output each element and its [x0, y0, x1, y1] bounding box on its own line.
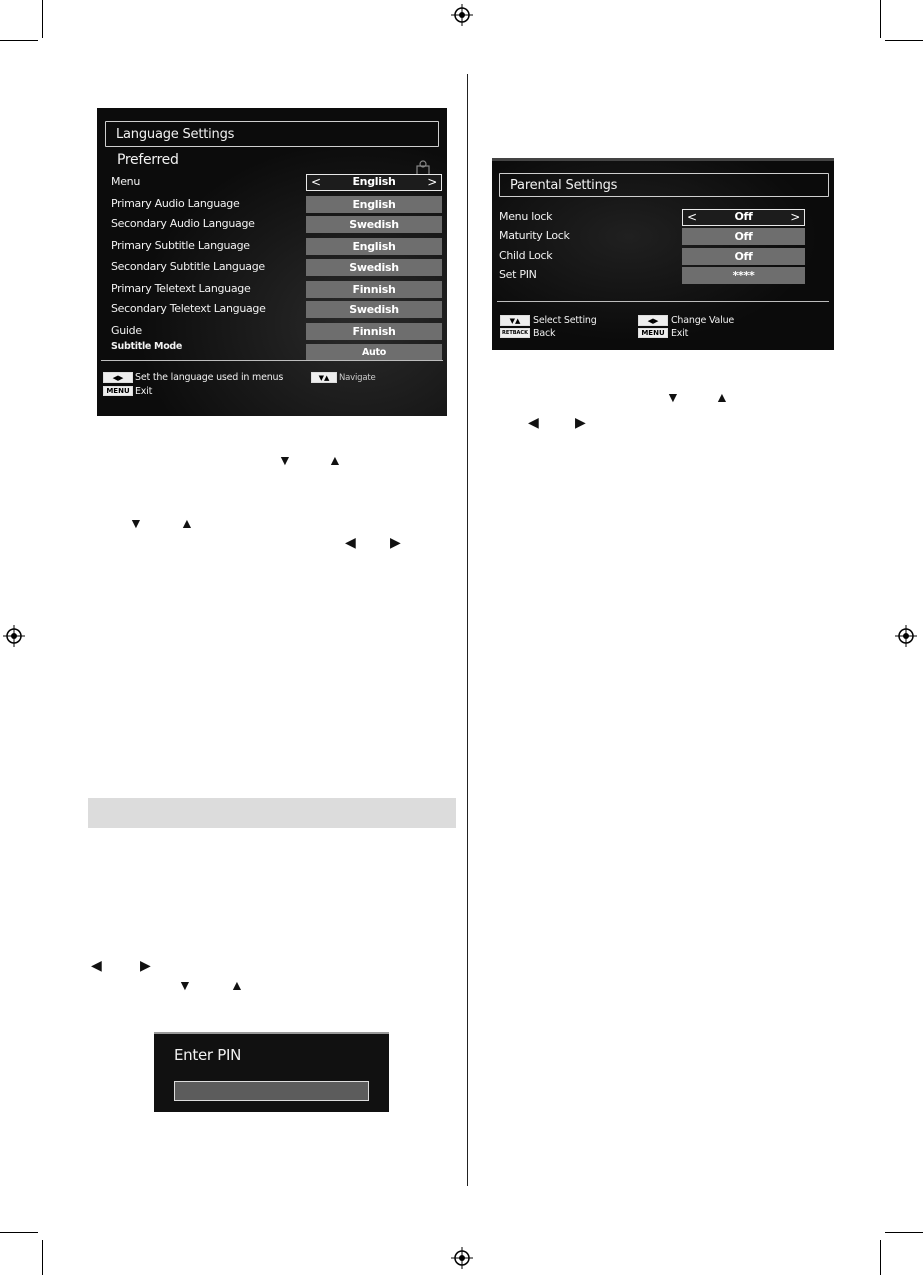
language-row-label: Primary Audio Language	[111, 196, 240, 210]
pin-input[interactable]	[174, 1081, 369, 1101]
divider	[497, 301, 829, 302]
up-arrow-icon: ▲	[328, 452, 342, 468]
language-row-value[interactable]	[306, 259, 442, 276]
parental-row-label: Child Lock	[499, 248, 553, 262]
hint-change: Set the language used in menus	[135, 372, 284, 383]
enter-pin-dialog	[154, 1032, 389, 1112]
right-arrow-icon: ▶	[390, 534, 401, 550]
hint-back: Back	[533, 328, 556, 339]
parental-row-value-text: Off	[734, 230, 753, 244]
language-row-value-text: Swedish	[349, 303, 399, 317]
language-row-label: Secondary Subtitle Language	[111, 259, 265, 273]
right-arrow-icon: ▶	[575, 414, 586, 430]
parental-row-label: Maturity Lock	[499, 229, 570, 243]
hint-exit: Exit	[671, 328, 689, 339]
crop-mark	[42, 1240, 43, 1275]
language-row-value[interactable]	[306, 301, 442, 318]
language-row-value[interactable]	[306, 196, 442, 213]
parental-row-label: Menu lock	[499, 210, 553, 223]
chevron-right-icon[interactable]: >	[790, 210, 800, 224]
language-row-value-text: English	[352, 175, 396, 188]
divider	[101, 360, 443, 361]
parental-row-value[interactable]	[682, 267, 805, 284]
language-row-value[interactable]	[306, 281, 442, 298]
left-arrow-icon: ◀	[528, 414, 539, 430]
parental-settings-screen	[492, 158, 834, 350]
up-arrow-icon: ▲	[180, 515, 194, 531]
up-down-key-icon: ▼▲	[500, 315, 530, 326]
crop-mark	[880, 1240, 881, 1275]
chevron-left-icon[interactable]: <	[687, 210, 697, 224]
parental-row-value-text: Off	[734, 210, 753, 223]
language-row-value-text: Auto	[362, 346, 386, 358]
up-arrow-icon: ▲	[715, 389, 729, 405]
pin-dialog-title: Enter PIN	[174, 1046, 242, 1064]
chevron-right-icon[interactable]: >	[427, 175, 437, 189]
up-arrow-icon: ▲	[230, 977, 244, 993]
right-arrow-icon: ▶	[140, 957, 151, 973]
language-row-label: Secondary Audio Language	[111, 217, 255, 231]
section-heading: Preferred	[117, 152, 179, 168]
language-row-label: Subtitle Mode	[111, 340, 183, 352]
language-row-value[interactable]	[306, 238, 442, 255]
down-arrow-icon: ▼	[129, 515, 143, 531]
registration-mark-icon	[451, 1247, 473, 1269]
language-row-value[interactable]	[306, 323, 442, 340]
parental-row-value-text: ****	[732, 268, 755, 282]
language-settings-screen	[97, 108, 447, 416]
hint-exit: Exit	[135, 386, 153, 397]
language-row-value-text: English	[352, 240, 396, 254]
down-arrow-icon: ▼	[178, 977, 192, 993]
left-right-key-icon: ◀▶	[103, 372, 133, 383]
language-row-label: Menu	[111, 175, 141, 188]
registration-mark-icon	[3, 625, 25, 647]
registration-mark-icon	[451, 4, 473, 26]
parental-row-value[interactable]	[682, 209, 805, 226]
left-arrow-icon: ◀	[345, 534, 356, 550]
language-row-label: Secondary Teletext Language	[111, 302, 266, 316]
language-row-value-text: English	[352, 197, 396, 211]
up-down-key-icon: ▼▲	[311, 372, 337, 383]
parental-row-label: Set PIN	[499, 267, 537, 281]
hint-navigate: Navigate	[339, 373, 376, 383]
hint-change-value: Change Value	[671, 315, 735, 326]
crop-mark	[885, 1232, 923, 1233]
crop-mark	[0, 40, 38, 41]
language-row-value-text: Swedish	[349, 218, 399, 232]
crop-mark	[885, 40, 923, 41]
return-key: RETBACK	[500, 328, 530, 338]
language-row-value[interactable]	[306, 216, 442, 233]
language-row-label: Primary Teletext Language	[111, 281, 251, 295]
chevron-left-icon[interactable]: <	[311, 175, 321, 189]
column-divider	[467, 74, 468, 1186]
language-row-value[interactable]	[306, 174, 442, 191]
menu-key: MENU	[638, 328, 668, 338]
parental-row-value-text: Off	[734, 249, 753, 263]
language-row-label: Guide	[111, 323, 142, 337]
section-heading-bar	[88, 798, 456, 828]
down-arrow-icon: ▼	[666, 389, 680, 405]
language-row-label: Primary Subtitle Language	[111, 239, 250, 253]
left-arrow-icon: ◀	[91, 957, 102, 973]
language-row-value-text: Finnish	[352, 324, 396, 338]
menu-key: MENU	[103, 386, 133, 396]
parental-settings-title: Parental Settings	[499, 173, 829, 197]
left-right-key-icon: ◀▶	[638, 315, 668, 326]
parental-row-value[interactable]	[682, 248, 805, 265]
registration-mark-icon	[895, 625, 917, 647]
crop-mark	[42, 0, 43, 38]
language-row-value-text: Swedish	[349, 260, 399, 274]
crop-mark	[880, 0, 881, 38]
language-settings-title: Language Settings	[105, 121, 439, 147]
language-row-value-text: Finnish	[352, 282, 396, 296]
crop-mark	[0, 1232, 38, 1233]
language-row-value[interactable]	[306, 344, 442, 361]
down-arrow-icon: ▼	[278, 452, 292, 468]
parental-row-value[interactable]	[682, 228, 805, 245]
hint-select: Select Setting	[533, 315, 597, 326]
